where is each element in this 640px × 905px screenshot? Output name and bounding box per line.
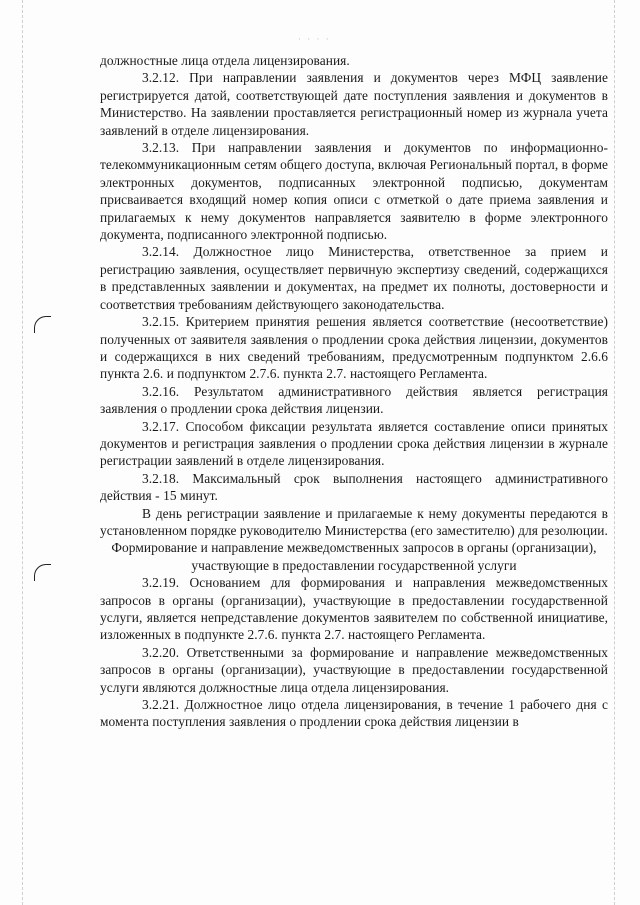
hole-punch-mark: [34, 564, 51, 581]
paragraph: 3.2.12. При направлении заявления и документов через МФЦ заявление регистрируется датой, соответствующей дате поступления заявления и документов в Министерство. На заявлении проставляется регистрационный номер из журнала учета заявлений в отделе лицензирования.: [100, 70, 608, 138]
document-body: [100, 52, 608, 731]
paragraph: 3.2.21. Должностное лицо отдела лицензирования, в течение 1 рабочего дня с момента поступления заявления о продлении срока действия лицензии в: [100, 697, 608, 730]
paragraph: 3.2.19. Основанием для формирования и направления межведомственных запросов в органы (организации), участвующие в предоставлении государственной услуги, является непредставление документов заявителем по собственной инициативе, изложенных в подпункте 2.7.6. пункта 2.7. настоящего Регламента.: [100, 575, 608, 643]
scan-edge-left: [22, 0, 24, 905]
paragraph: 3.2.16. Результатом административного действия является регистрация заявления о продлении срока действия лицензии.: [100, 383, 608, 417]
paragraph: должностные лица отдела лицензирования.: [100, 53, 350, 68]
paragraph: 3.2.18. Максимальный срок выполнения настоящего административного действия - 15 минут.: [100, 470, 608, 504]
paragraph: 3.2.15. Критерием принятия решения является соответствие (несоответствие) полученных от заявителя заявления о продлении срока действия лицензии, документов и содержащихся в них сведений требованиям, предусмотренным подпунктом 2.6.6 пункта 2.6. и подпунктом 2.7.6. пункта 2.7. настоящего Регламента.: [100, 314, 608, 382]
paragraph: 3.2.14. Должностное лицо Министерства, ответственное за прием и регистрацию заявления, осуществляет первичную экспертизу сведений, содержащихся в представленных заявлении и документах, на предмет их полноты, достоверности и соответствия требованиям действующего законодательства.: [100, 244, 608, 312]
section-heading: Формирование и направление межведомственных запросов в органы (организации), участвующие в предоставлении государственной услуги: [111, 540, 597, 573]
header-mark: · · · ·: [298, 34, 331, 44]
hole-punch-mark: [34, 316, 51, 333]
paragraph: В день регистрации заявление и прилагаемые к нему документы передаются в установленном порядке руководителю Министерства (его заместителю) для резолюции.: [100, 505, 608, 538]
paragraph: 3.2.17. Способом фиксации результата является составление описи принятых документов и регистрация заявления о продлении срока действия лицензии в журнале регистрации заявлений в отделе лицензирования.: [100, 418, 608, 469]
paragraph: 3.2.13. При направлении заявления и документов по информационно-телекоммуникационным сетям общего доступа, включая Региональный портал, в форме электронных документов, подписанных электронной подписью, документам присваивается входящий номер копия описи с отметкой о дате приема заявления и прилагаемых к нему документов направляется заявителю в форме электронного документа, подписанного электронной подписью.: [100, 140, 608, 243]
paragraph: 3.2.20. Ответственными за формирование и направление межведомственных запросов в органы (организации), участвующие в предоставлении государственной услуги являются должностные лица отдела лицензирования.: [100, 644, 608, 695]
scan-edge-right: [614, 0, 616, 905]
